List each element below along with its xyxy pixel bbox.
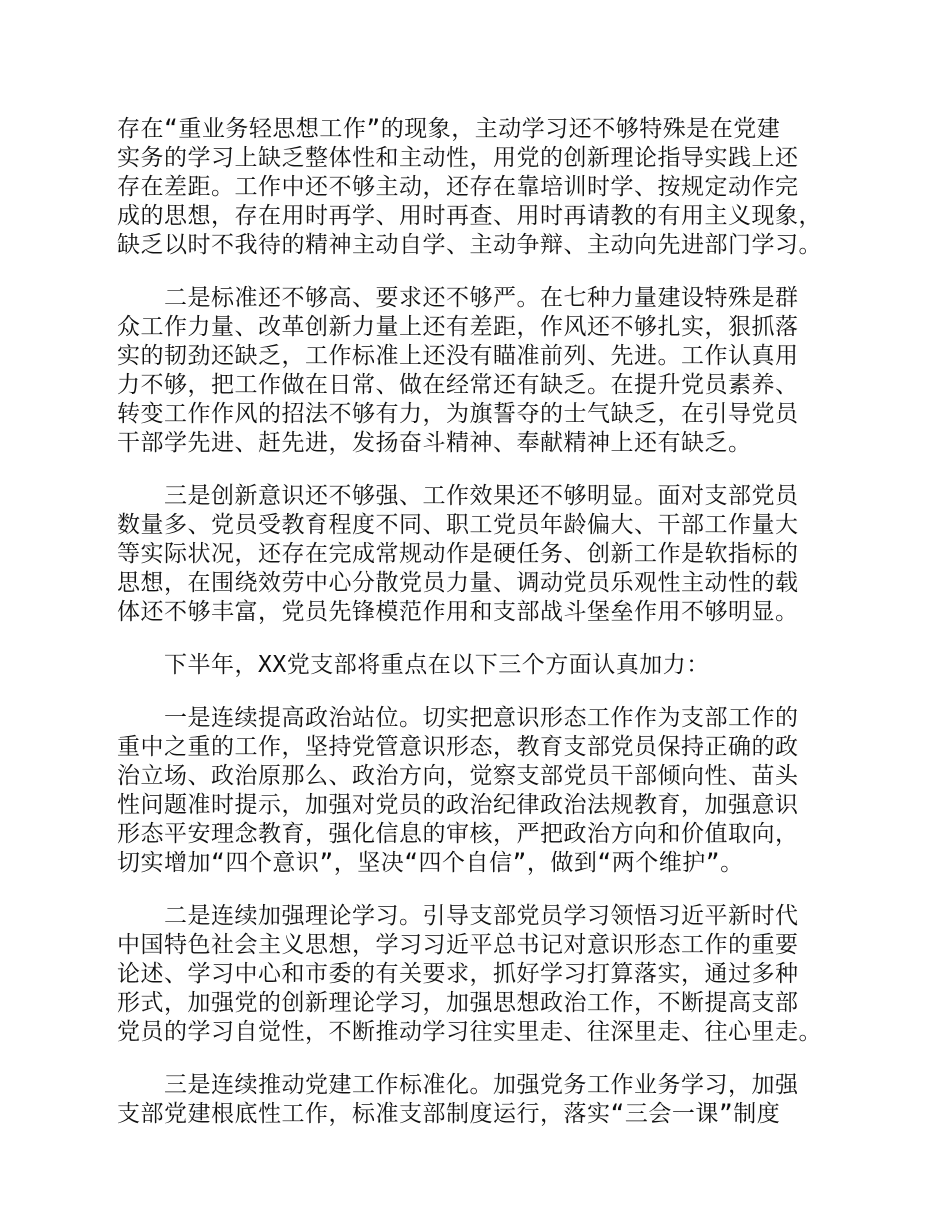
text-line: 中国特色社会主义思想，学习习近平总书记对意识形态工作的重要: [117, 932, 799, 958]
text-line: 实务的学习上缺乏整体性和主动性，用党的创新理论指导实践上还: [117, 145, 799, 171]
text-line: 转变工作作风的招法不够有力，为旗誓夺的士气缺乏，在引导党员: [117, 401, 799, 427]
text-line: 等实际状况，还存在完成常规动作是硬任务、创新工作是软指标的: [117, 541, 799, 567]
text-line: 三是创新意识还不够强、工作效果还不够明显。面对支部党员: [164, 483, 799, 509]
text-line: 二是标准还不够高、要求还不够严。在七种力量建设特殊是群: [164, 285, 799, 311]
text-line: 一是连续提高政治站位。切实把意识形态工作作为支部工作的: [164, 705, 799, 731]
text-line: 实的韧劲还缺乏，工作标准上还没有瞄准前列、先进。工作认真用: [117, 343, 799, 369]
text-line: 二是连续加强理论学习。引导支部党员学习领悟习近平新时代: [164, 903, 799, 929]
text-line: 成的思想，存在用时再学、用时再查、用时再请教的有用主义现象，: [117, 203, 822, 229]
text-line: 缺乏以时不我待的精神主动自学、主动争辩、主动向先进部门学习。: [117, 232, 822, 258]
text-line: 重中之重的工作，坚持党管意识形态，教育支部党员保持正确的政: [117, 734, 799, 760]
text-line: 三是连续推动党建工作标准化。加强党务工作业务学习，加强: [164, 1072, 799, 1098]
text-line: 治立场、政治原那么、政治方向，觉察支部党员干部倾向性、苗头: [117, 763, 799, 789]
text-line: 体还不够丰富，党员先锋模范作用和支部战斗堡垒作用不够明显。: [117, 599, 799, 625]
text-line: 数量多、党员受教育程度不同、职工党员年龄偏大、干部工作量大: [117, 512, 799, 538]
text-line: 存在“重业务轻思想工作”的现象，主动学习还不够特殊是在党建: [117, 116, 781, 142]
text-line: 力不够，把工作做在日常、做在经常还有缺乏。在提升党员素养、: [117, 372, 799, 398]
text-line: 干部学先进、赶先进，发扬奋斗精神、奉献精神上还有缺乏。: [117, 430, 752, 456]
text-line: 形态平安理念教育，强化信息的审核，严把政治方向和价值取向，: [117, 821, 799, 847]
text-line: 存在差距。工作中还不够主动，还存在靠培训时学、按规定动作完: [117, 174, 799, 200]
text-line: 众工作力量、改革创新力量上还有差距，作风还不够扎实，狠抓落: [117, 314, 799, 340]
text-line: 党员的学习自觉性，不断推动学习往实里走、往深里走、往心里走。: [117, 1019, 822, 1045]
text-line: 思想，在围绕效劳中心分散党员力量、调动党员乐观性主动性的载: [117, 570, 799, 596]
text-line: 下半年，XX党支部将重点在以下三个方面认真加力：: [164, 652, 710, 678]
text-line: 性问题准时提示，加强对党员的政治纪律政治法规教育，加强意识: [117, 792, 799, 818]
text-line: 论述、学习中心和市委的有关要求，抓好学习打算落实，通过多种: [117, 961, 799, 987]
text-line: 支部党建根底性工作，标准支部制度运行，落实“三会一课”制度: [117, 1101, 781, 1127]
text-line: 形式，加强党的创新理论学习，加强思想政治工作，不断提高支部: [117, 990, 799, 1016]
text-line: 切实增加“四个意识”，坚决“四个自信”，做到“两个维护”。: [117, 850, 744, 876]
